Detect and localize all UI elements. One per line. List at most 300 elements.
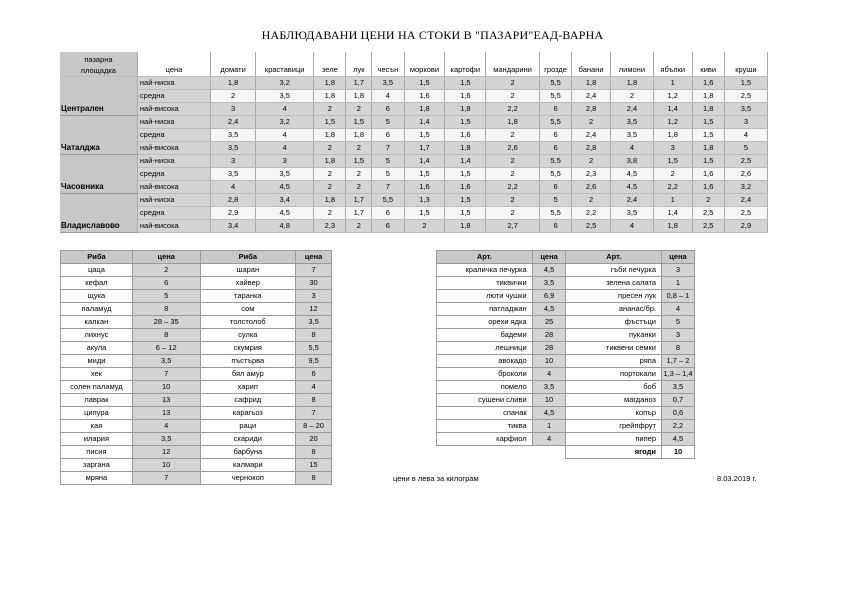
price-cell: 1,4	[445, 155, 486, 168]
fish-row	[61, 316, 332, 329]
product-header: киви	[692, 52, 724, 77]
produce-price: 3	[662, 264, 695, 277]
produce-extra-row	[437, 446, 695, 459]
produce-price: 8	[662, 342, 695, 355]
produce-row	[437, 433, 695, 446]
fish-name: паламуд	[61, 303, 133, 316]
price-cell: 5	[372, 116, 404, 129]
produce-name: пуканки	[566, 329, 662, 342]
price-cell: 5	[372, 168, 404, 181]
price-cell: 2,5	[724, 90, 767, 103]
fish-price: 8	[296, 446, 332, 459]
price-level: средна	[137, 90, 210, 103]
price-cell: 1,8	[653, 220, 692, 233]
produce-name: орехи ядка	[437, 316, 533, 329]
price-cell: 1,4	[404, 155, 445, 168]
fish-price: 6	[132, 277, 200, 290]
price-cell: 2	[486, 90, 540, 103]
price-cell: 2,3	[314, 220, 346, 233]
produce-name: сушени сливи	[437, 394, 533, 407]
price-cell: 3	[653, 142, 692, 155]
product-header: мандарини	[486, 52, 540, 77]
product-header: банани	[572, 52, 611, 77]
fish-name: калкан	[61, 316, 133, 329]
market-header-cell	[60, 52, 137, 77]
price-cell: 5,5	[539, 155, 571, 168]
fish-price: 8	[132, 329, 200, 342]
price-cell: 3,5	[211, 168, 256, 181]
price-cell: 2	[486, 207, 540, 220]
fish-name: хек	[61, 368, 133, 381]
price-cell: 1,8	[346, 90, 372, 103]
produce-price: 6,9	[532, 290, 566, 303]
fish-row	[61, 342, 332, 355]
price-cell: 1	[653, 77, 692, 90]
produce-name: авокадо	[437, 355, 533, 368]
market-name: Часовника	[60, 155, 137, 194]
price-cell: 3	[724, 116, 767, 129]
fish-name: таранка	[200, 290, 296, 303]
fish-name: цаца	[61, 264, 133, 277]
fish-name: щука	[61, 290, 133, 303]
price-level: най-ниска	[137, 155, 210, 168]
price-cell: 5	[539, 194, 571, 207]
fish-price: 8	[296, 472, 332, 485]
market-row	[60, 116, 768, 129]
price-cell: 6	[372, 129, 404, 142]
price-cell: 1,6	[404, 90, 445, 103]
price-cell: 1,8	[692, 103, 724, 116]
price-cell: 6	[372, 207, 404, 220]
fish-name: илария	[61, 433, 133, 446]
fish-row	[61, 329, 332, 342]
price-cell: 2,4	[610, 194, 653, 207]
fish-name: раци	[200, 420, 296, 433]
fish-row	[61, 290, 332, 303]
produce-price: 4	[662, 303, 695, 316]
price-cell: 1,8	[314, 194, 346, 207]
produce-price: 25	[532, 316, 566, 329]
price-cell: 3	[256, 155, 314, 168]
fish-price: 9,5	[296, 355, 332, 368]
market-row	[60, 77, 768, 90]
product-header: круши	[724, 52, 767, 77]
price-cell: 2	[486, 194, 540, 207]
product-header: чесън	[372, 52, 404, 77]
price-cell: 2	[610, 90, 653, 103]
price-cell: 2,4	[572, 90, 611, 103]
fish-name: сом	[200, 303, 296, 316]
fish-price: 8 – 20	[296, 420, 332, 433]
price-level: най-висока	[137, 142, 210, 155]
produce-price: 1,7 – 2	[662, 355, 695, 368]
price-cell: 6	[539, 103, 571, 116]
fish-name: сулка	[200, 329, 296, 342]
fish-name: писия	[61, 446, 133, 459]
unit-note: цени в лева за килограм	[393, 474, 479, 483]
produce-price: 0,7	[662, 394, 695, 407]
price-cell: 2	[572, 116, 611, 129]
price-cell: 1,6	[445, 181, 486, 194]
price-cell: 3,8	[610, 155, 653, 168]
produce-header-cell: цена	[662, 251, 695, 264]
price-cell: 3,5	[610, 116, 653, 129]
produce-name: пресен лук	[566, 290, 662, 303]
price-cell: 1,5	[445, 194, 486, 207]
fish-price: 12	[132, 446, 200, 459]
fish-row	[61, 381, 332, 394]
price-cell: 3,4	[256, 194, 314, 207]
price-cell: 2,4	[572, 129, 611, 142]
market-name: Чаталджа	[60, 116, 137, 155]
price-cell: 1,8	[692, 90, 724, 103]
price-cell: 6	[539, 129, 571, 142]
price-cell: 1,7	[346, 194, 372, 207]
produce-row	[437, 329, 695, 342]
fish-price: 4	[132, 420, 200, 433]
market-row	[60, 168, 768, 181]
product-header: лук	[346, 52, 372, 77]
price-cell: 2	[314, 103, 346, 116]
price-cell: 1,4	[653, 207, 692, 220]
produce-header-cell: Арт.	[437, 251, 533, 264]
fish-header-cell: цена	[296, 251, 332, 264]
market-row	[60, 194, 768, 207]
produce-name: гъби печурка	[566, 264, 662, 277]
produce-name: люти чушки	[437, 290, 533, 303]
fish-price: 7	[132, 368, 200, 381]
fish-name: чернокоп	[200, 472, 296, 485]
fish-header-cell: Риба	[200, 251, 296, 264]
fish-name: кефал	[61, 277, 133, 290]
price-cell: 1,8	[653, 129, 692, 142]
fish-row	[61, 420, 332, 433]
price-cell: 1,8	[445, 142, 486, 155]
price-cell: 2,3	[572, 168, 611, 181]
fish-row	[61, 394, 332, 407]
price-cell: 2,9	[724, 220, 767, 233]
price-cell: 1,5	[692, 155, 724, 168]
price-cell: 2	[314, 142, 346, 155]
produce-name: краличка печурка	[437, 264, 533, 277]
market-row	[60, 103, 768, 116]
market-row	[60, 220, 768, 233]
produce-row	[437, 355, 695, 368]
produce-price: 3	[662, 329, 695, 342]
produce-price: 10	[532, 355, 566, 368]
price-cell: 1,4	[404, 116, 445, 129]
fish-price: 3	[296, 290, 332, 303]
price-cell: 2,7	[486, 220, 540, 233]
produce-row	[437, 277, 695, 290]
price-cell: 1	[653, 194, 692, 207]
price-cell: 3,2	[724, 181, 767, 194]
page-title: НАБЛЮДАВАНИ ЦЕНИ НА СТОКИ В "ПАЗАРИ"ЕАД-ВАРНА	[261, 28, 604, 42]
market-row	[60, 142, 768, 155]
price-cell: 4	[610, 220, 653, 233]
fish-name: ципура	[61, 407, 133, 420]
price-cell: 5,5	[539, 116, 571, 129]
market-name: Централен	[60, 77, 137, 116]
price-cell: 4	[724, 129, 767, 142]
fish-row	[61, 277, 332, 290]
produce-price: 10	[662, 446, 695, 459]
price-cell: 4	[256, 142, 314, 155]
produce-header-row	[437, 251, 695, 264]
market-name: Владиславово	[60, 194, 137, 233]
price-cell: 1,5	[445, 168, 486, 181]
produce-name: фъстъци	[566, 316, 662, 329]
fish-name: толстолоб	[200, 316, 296, 329]
fish-name: барбуна	[200, 446, 296, 459]
price-cell: 1,8	[314, 90, 346, 103]
fish-name: мряна	[61, 472, 133, 485]
produce-name: копър	[566, 407, 662, 420]
price-cell: 2	[653, 168, 692, 181]
fish-price: 8	[132, 303, 200, 316]
produce-name: ананас/бр.	[566, 303, 662, 316]
price-cell: 1,5	[404, 77, 445, 90]
produce-name: спанак	[437, 407, 533, 420]
produce-header-cell: Арт.	[566, 251, 662, 264]
empty-cell	[532, 446, 566, 459]
produce-price: 28	[532, 342, 566, 355]
price-cell: 2	[486, 77, 540, 90]
price-cell: 2,2	[486, 181, 540, 194]
price-cell: 2	[314, 168, 346, 181]
fish-row	[61, 264, 332, 277]
price-cell: 3,5	[610, 207, 653, 220]
price-cell: 1,5	[445, 77, 486, 90]
price-cell: 1,8	[692, 142, 724, 155]
produce-row	[437, 368, 695, 381]
produce-row	[437, 342, 695, 355]
price-cell: 2,2	[486, 103, 540, 116]
fish-price: 8	[296, 394, 332, 407]
empty-cell	[437, 446, 533, 459]
price-cell: 2	[346, 220, 372, 233]
fish-price: 7	[132, 472, 200, 485]
price-cell: 6	[372, 103, 404, 116]
price-cell: 1,8	[610, 77, 653, 90]
fish-header-cell: цена	[132, 251, 200, 264]
fish-price: 6	[296, 368, 332, 381]
fish-name: миди	[61, 355, 133, 368]
price-cell: 2	[314, 207, 346, 220]
fish-price: 3,5	[132, 433, 200, 446]
price-cell: 1,5	[404, 168, 445, 181]
produce-row	[437, 420, 695, 433]
price-cell: 2	[486, 129, 540, 142]
price-cell: 3,2	[256, 77, 314, 90]
produce-price: 3,5	[662, 381, 695, 394]
produce-row	[437, 394, 695, 407]
produce-name: помело	[437, 381, 533, 394]
produce-name: ряпа	[566, 355, 662, 368]
fish-price: 8	[296, 329, 332, 342]
price-cell: 2,2	[653, 181, 692, 194]
price-cell: 1,5	[346, 155, 372, 168]
fish-price: 5,5	[296, 342, 332, 355]
price-cell: 3,5	[372, 77, 404, 90]
market-row	[60, 181, 768, 194]
price-cell: 1,6	[692, 181, 724, 194]
price-cell: 2	[346, 142, 372, 155]
price-cell: 4	[372, 90, 404, 103]
market-row	[60, 155, 768, 168]
produce-price: 3,5	[532, 381, 566, 394]
produce-price: 4,5	[532, 407, 566, 420]
price-cell: 4	[211, 181, 256, 194]
price-cell: 2	[486, 155, 540, 168]
produce-price: 4,5	[532, 303, 566, 316]
price-level: най-висока	[137, 220, 210, 233]
price-cell: 3,5	[256, 168, 314, 181]
produce-price-table	[436, 250, 695, 459]
price-cell: 4,5	[610, 168, 653, 181]
price-cell: 2	[572, 155, 611, 168]
product-header: лимони	[610, 52, 653, 77]
price-cell: 2,5	[572, 220, 611, 233]
price-level: най-ниска	[137, 116, 210, 129]
price-cell: 5,5	[539, 168, 571, 181]
price-cell: 1,5	[445, 207, 486, 220]
price-cell: 6	[372, 220, 404, 233]
produce-price: 4,5	[662, 433, 695, 446]
price-level: средна	[137, 168, 210, 181]
fish-row	[61, 472, 332, 485]
fish-price: 10	[132, 459, 200, 472]
price-level: средна	[137, 207, 210, 220]
price-cell: 2,4	[610, 103, 653, 116]
price-cell: 1,5	[692, 129, 724, 142]
price-cell: 5,5	[539, 77, 571, 90]
price-cell: 3	[211, 155, 256, 168]
produce-row	[437, 303, 695, 316]
fish-price: 30	[296, 277, 332, 290]
produce-name: броколи	[437, 368, 533, 381]
price-cell: 2,6	[572, 181, 611, 194]
fish-price: 12	[296, 303, 332, 316]
price-cell: 5,5	[539, 90, 571, 103]
fish-name: бял амур	[200, 368, 296, 381]
market-row	[60, 129, 768, 142]
fish-name: хайвер	[200, 277, 296, 290]
fish-price: 3,5	[132, 355, 200, 368]
fish-price: 5	[132, 290, 200, 303]
price-cell: 2,8	[572, 103, 611, 116]
fish-name: скумрия	[200, 342, 296, 355]
price-cell: 4,8	[256, 220, 314, 233]
price-cell: 1,7	[346, 207, 372, 220]
fish-name: кая	[61, 420, 133, 433]
price-cell: 2	[346, 168, 372, 181]
price-cell: 3,2	[256, 116, 314, 129]
price-cell: 2,4	[211, 116, 256, 129]
produce-price: 28	[532, 329, 566, 342]
produce-name: тиквени семки	[566, 342, 662, 355]
produce-name: бадеми	[437, 329, 533, 342]
price-cell: 1,7	[346, 77, 372, 90]
produce-row	[437, 316, 695, 329]
produce-name: тиква	[437, 420, 533, 433]
price-cell: 1,5	[404, 129, 445, 142]
price-cell: 1,7	[404, 142, 445, 155]
price-cell: 2,5	[724, 155, 767, 168]
fish-name: лихнус	[61, 329, 133, 342]
price-cell: 2	[486, 168, 540, 181]
produce-price: 1,3 – 1,4	[662, 368, 695, 381]
price-cell: 2	[211, 90, 256, 103]
produce-name: боб	[566, 381, 662, 394]
produce-name: грейпфрут	[566, 420, 662, 433]
price-cell: 1,6	[692, 168, 724, 181]
price-cell: 4	[256, 129, 314, 142]
price-cell: 2	[314, 181, 346, 194]
price-cell: 3,5	[211, 129, 256, 142]
price-cell: 1,5	[346, 116, 372, 129]
price-cell: 1,5	[314, 116, 346, 129]
fish-price: 10	[132, 381, 200, 394]
price-level: най-висока	[137, 103, 210, 116]
product-header: моркови	[404, 52, 445, 77]
price-cell: 2	[346, 103, 372, 116]
fish-row	[61, 459, 332, 472]
price-cell: 4,5	[256, 207, 314, 220]
price-cell: 2,8	[572, 142, 611, 155]
price-cell: 3,5	[724, 103, 767, 116]
market-header-line1: пазарна	[84, 55, 113, 64]
fish-row	[61, 407, 332, 420]
price-cell: 2,4	[724, 194, 767, 207]
produce-price: 1	[532, 420, 566, 433]
price-cell: 2,5	[692, 220, 724, 233]
produce-name: карфиол	[437, 433, 533, 446]
product-header: ябълки	[653, 52, 692, 77]
produce-name: патладжан	[437, 303, 533, 316]
produce-row	[437, 264, 695, 277]
fish-name: харип	[200, 381, 296, 394]
produce-row	[437, 407, 695, 420]
market-price-table	[60, 52, 768, 233]
market-row	[60, 90, 768, 103]
price-cell: 1,4	[653, 103, 692, 116]
price-cell: 2,2	[572, 207, 611, 220]
price-cell: 2,8	[211, 194, 256, 207]
price-cell: 1,3	[404, 194, 445, 207]
price-cell: 1,5	[692, 116, 724, 129]
produce-name: портокали	[566, 368, 662, 381]
price-cell: 1,8	[211, 77, 256, 90]
price-cell: 1,8	[314, 77, 346, 90]
header-row	[60, 52, 768, 77]
price-cell: 3	[211, 103, 256, 116]
produce-price: 4	[532, 368, 566, 381]
produce-name: магданоз	[566, 394, 662, 407]
price-cell: 2	[346, 181, 372, 194]
price-cell: 1,6	[445, 90, 486, 103]
fish-name: сафрид	[200, 394, 296, 407]
price-cell: 1,8	[404, 103, 445, 116]
fish-name: карагьоз	[200, 407, 296, 420]
price-cell: 1,5	[724, 77, 767, 90]
product-header: домати	[211, 52, 256, 77]
fish-row	[61, 446, 332, 459]
price-cell: 2,6	[486, 142, 540, 155]
produce-price: 4	[532, 433, 566, 446]
price-cell: 1,8	[445, 220, 486, 233]
product-header: грозде	[539, 52, 571, 77]
